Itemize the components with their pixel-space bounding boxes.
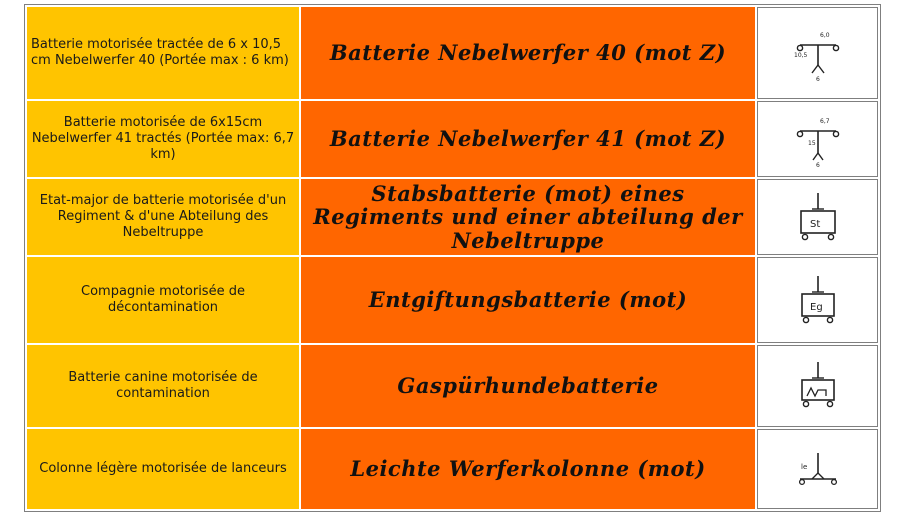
symbol-cell <box>757 101 878 177</box>
symbol-label: le <box>800 463 807 471</box>
symbol-label: 6 <box>815 76 820 83</box>
symbol-label: Eg <box>809 302 823 313</box>
german-label: Entgiftungsbatterie (mot) <box>368 287 688 313</box>
table-row <box>27 179 878 255</box>
german-cell <box>301 257 755 343</box>
symbol-cell <box>757 7 878 99</box>
german-cell <box>301 7 755 99</box>
light-column-vehicle-symbol-icon <box>788 439 848 499</box>
symbol-cell <box>757 257 878 343</box>
french-cell <box>27 7 299 99</box>
german-label: Leichte Werferkolonne (mot) <box>350 456 706 482</box>
symbol-cell <box>757 179 878 255</box>
french-label: Batterie motorisée tractée de 6 x 10,5 cm Nebelwerfer 40 (Portée max : 6 km) <box>31 36 289 68</box>
french-label: Etat-major de batterie motorisée d'un Regiment & d'une Abteilung des Nebeltruppe <box>39 192 287 241</box>
german-label: Batterie Nebelwerfer 40 (mot Z) <box>329 40 727 66</box>
symbol-cell <box>757 429 878 509</box>
gas-dog-vehicle-symbol-icon <box>788 356 848 416</box>
table-row <box>27 345 878 427</box>
german-label: Gaspürhundebatterie <box>397 373 659 399</box>
decontamination-vehicle-symbol-icon <box>788 270 848 330</box>
french-cell <box>27 101 299 177</box>
french-label: Batterie canine motorisée de contamination <box>68 369 258 401</box>
rocket-launcher-10.5-symbol-icon <box>788 23 848 83</box>
french-label: Colonne légère motorisée de lanceurs <box>39 460 287 476</box>
symbol-cell <box>757 345 878 427</box>
french-label: Batterie motorisée de 6x15cm Nebelwerfer 41 tractés (Portée max: 6,7 km) <box>31 114 295 163</box>
staff-battery-vehicle-symbol-icon <box>788 187 848 247</box>
symbol-label: 10,5 <box>793 52 807 59</box>
german-label: Stabsbatterie (mot) eines Regiments und einer abteilung der Nebeltruppe <box>313 181 743 253</box>
units-table <box>24 4 881 512</box>
french-cell <box>27 179 299 255</box>
symbol-label: St <box>809 219 820 230</box>
german-cell <box>301 429 755 509</box>
symbol-label: 6,0 <box>819 32 830 39</box>
german-cell <box>301 345 755 427</box>
french-label: Compagnie motorisée de décontamination <box>81 283 245 315</box>
french-cell <box>27 257 299 343</box>
table-row <box>27 429 878 509</box>
rocket-launcher-15-symbol-icon <box>788 109 848 169</box>
symbol-label: 15 <box>807 140 816 147</box>
symbol-label: 6 <box>815 162 820 169</box>
german-cell <box>301 101 755 177</box>
table-row <box>27 101 878 177</box>
french-cell <box>27 429 299 509</box>
table-row <box>27 257 878 343</box>
german-cell <box>301 179 755 255</box>
german-label: Batterie Nebelwerfer 41 (mot Z) <box>329 126 727 152</box>
symbol-label: 6,7 <box>819 118 830 125</box>
table-row <box>27 7 878 99</box>
french-cell <box>27 345 299 427</box>
